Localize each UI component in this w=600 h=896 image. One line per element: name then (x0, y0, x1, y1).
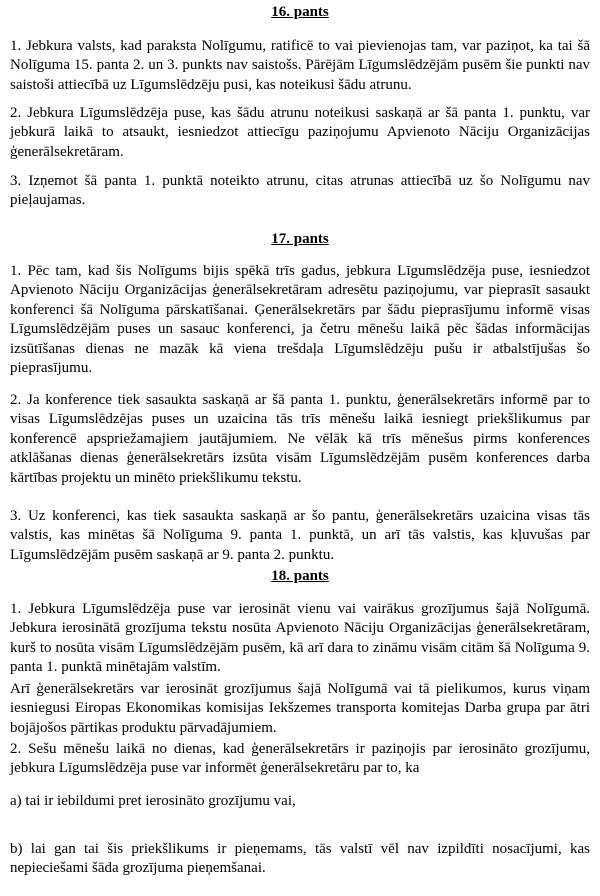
article-18-heading: 18. pants (271, 568, 329, 584)
article-17-heading: 17. pants (271, 231, 329, 247)
article-17-paragraph-3: 3. Uz konferenci, kas tiek sasaukta saskaņā ar šo pantu, ģenerālsekretārs uzaicina visas tās valstis, kas minētas šā Nolīguma 9. panta 1. punktā, un arī tās valstis, kas kļuvušas par Līgumslēdzējām pusēm saskaņā ar 9. panta 2. punktu. (10, 508, 590, 563)
article-16-paragraph-2: 2. Jebkura Līgumslēdzēja puse, kas šādu atrunu noteikusi saskaņā ar šā panta 1. punktu, var jebkurā laikā to atsaukt, iesniedzot attiecīgu paziņojumu Apvienoto Nāciju Organizācijas ģenerālsekretāram. (10, 105, 590, 160)
article-18-paragraph-2: 2. Sešu mēnešu laikā no dienas, kad ģenerālsekretārs ir paziņojis par ierosināto grozījumu, jebkura Līgumslēdzēja puse var informēt ģenerālsekretāru par to, ka (10, 741, 590, 777)
article-16-heading: 16. pants (271, 4, 329, 20)
article-17-paragraph-1: 1. Pēc tam, kad šis Nolīgums bijis spēkā trīs gadus, jebkura Līgumslēdzēja puse, iesniedzot Apvienoto Nāciju Organizācijas ģenerālsekretāram adresētu paziņojumu, var pieprasīt sasaukt konferenci šā Nolīguma pārskatīšanai. Ģenerālsekretārs par šādu pieprasījumu informē visas Līgumslēdzējām puses un sasauc konferenci, ja četru mēnešu laikā pēc šādas informācijas izsūtīšanas dienas ne mazāk kā viena trešdaļa Līgumslēdzēju pušu ir atbalstījušas šo pieprasījumu. (10, 263, 590, 377)
article-18-paragraph-1: 1. Jebkura Līgumslēdzēja puse var ierosināt vienu vai vairākus grozījumus šajā Nolīgumā. Jebkura ierosinātā grozījuma tekstu nosūta Apvienoto Nāciju Organizācijas ģenerālsekretāram, kurš to nosūta visām Līgumslēdzējām pusēm, kā arī dara to zināmu visām citām šā Nolīguma 9. panta 1. punktā minētajām valstīm. (10, 601, 590, 676)
article-16-paragraph-3: 3. Izņemot šā panta 1. punktā noteikto atrunu, citas atrunas attiecībā uz šo Nolīgumu nav pieļaujamas. (10, 173, 590, 209)
article-18-paragraph-1b: Arī ģenerālsekretārs var ierosināt grozījumus šajā Nolīgumā vai tā pielikumos, kurus viņam iesniegusi Eiropas Ekonomikas komisijas Iekšzemes transporta komitejas Darba grupa par ātri bojājošos pārtikas produktu pārvadājumiem. (10, 681, 590, 736)
article-17-paragraph-2: 2. Ja konference tiek sasaukta saskaņā ar šā panta 1. punktu, ģenerālsekretārs informē par to visas Līgumslēdzējas puses un uzaicina tās trīs mēnešu laikā iesniegt priekšlikumus par konferencē apspriežamajiem jautājumiem. Ne vēlāk kā trīs mēnešus pirms konferences atklāšanas dienas ģenerālsekretārs izsūta visām Līgumslēdzējām pusēm konferences darba kārtības projektu un minēto priekšlikumu tekstu. (10, 392, 590, 486)
article-18-item-a: a) tai ir iebildumi pret ierosināto grozījumu vai, (10, 793, 296, 809)
article-18-item-b: b) lai gan tai šis priekšlikums ir pieņemams, tās valstī vēl nav izpildīti nosacījumi, kas nepieciešami šāda grozījuma pieņemšanai. (10, 841, 590, 877)
article-16-paragraph-1: 1. Jebkura valsts, kad paraksta Nolīgumu, ratificē to vai pievienojas tam, var paziņot, ka tai šā Nolīguma 15. panta 2. un 3. punkts nav saistošs. Pārējām Līgumslēdzējām pusēm šie punkti nav saistoši attiecībā uz Līgumslēdzēju pusi, kas noteikusi šādu atrunu. (10, 38, 590, 93)
